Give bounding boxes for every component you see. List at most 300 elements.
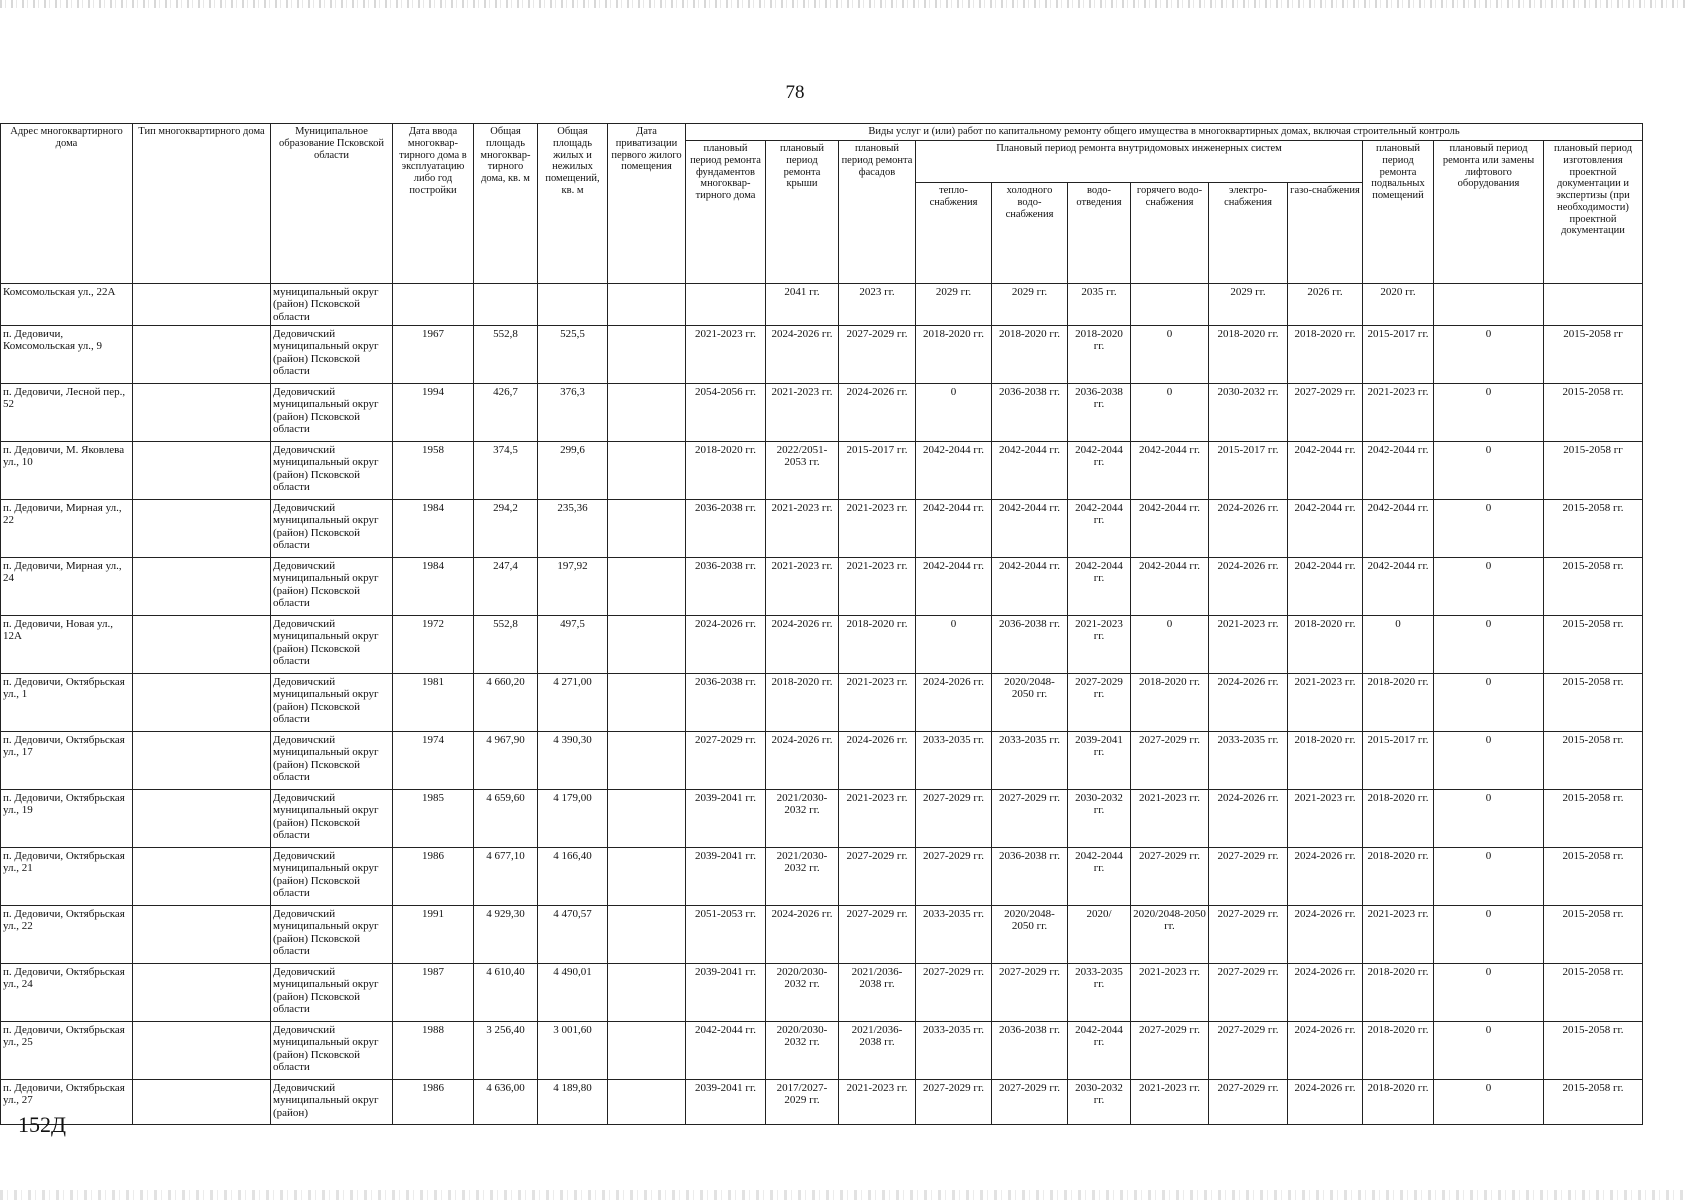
cell-electric: 2027-2029 гг. — [1209, 905, 1288, 963]
cell-living-area: 197,92 — [538, 557, 608, 615]
cell-year: 1974 — [393, 731, 474, 789]
cell-heat: 2029 гг. — [916, 284, 992, 326]
table-row — [1, 847, 1643, 905]
cell-privatization — [608, 673, 686, 731]
cell-hot-water: 2021-2023 гг. — [1131, 789, 1209, 847]
table-row — [1, 963, 1643, 1021]
cell-elevator: 0 — [1434, 673, 1544, 731]
cell-basement: 2018-2020 гг. — [1363, 1079, 1434, 1124]
cell-gas: 2021-2023 гг. — [1288, 673, 1363, 731]
cell-year: 1988 — [393, 1021, 474, 1079]
cell-elevator: 0 — [1434, 789, 1544, 847]
cell-foundation: 2036-2038 гг. — [686, 499, 766, 557]
cell-living-area: 299,6 — [538, 441, 608, 499]
cell-facade: 2024-2026 гг. — [839, 731, 916, 789]
cell-elevator: 0 — [1434, 383, 1544, 441]
cell-heat: 2033-2035 гг. — [916, 905, 992, 963]
cell-cold-water: 2027-2029 гг. — [992, 1079, 1068, 1124]
cell-year: 1958 — [393, 441, 474, 499]
cell-design-docs: 2015-2058 гг. — [1544, 1079, 1643, 1124]
cell-sewer: 2042-2044 гг. — [1068, 1021, 1131, 1079]
cell-basement: 2015-2017 гг. — [1363, 325, 1434, 383]
cell-cold-water: 2027-2029 гг. — [992, 963, 1068, 1021]
cell-address: п. Дедовичи, Октябрьская ул., 27 — [1, 1079, 133, 1124]
cell-sewer: 2035 гг. — [1068, 284, 1131, 326]
cell-heat: 2027-2029 гг. — [916, 963, 992, 1021]
cell-elevator: 0 — [1434, 847, 1544, 905]
cell-cold-water: 2036-2038 гг. — [992, 847, 1068, 905]
cell-roof: 2018-2020 гг. — [766, 673, 839, 731]
cell-hot-water: 0 — [1131, 383, 1209, 441]
cell-total-area — [474, 284, 538, 326]
cell-municipality: Дедовичский муниципальный округ (район) Псковской области — [271, 441, 393, 499]
cell-municipality: Дедовичский муниципальный округ (район) Псковской области — [271, 963, 393, 1021]
cell-hot-water: 2027-2029 гг. — [1131, 731, 1209, 789]
table-row — [1, 789, 1643, 847]
cell-gas: 2024-2026 гг. — [1288, 905, 1363, 963]
cell-roof: 2020/2030-2032 гг. — [766, 1021, 839, 1079]
cell-foundation: 2036-2038 гг. — [686, 557, 766, 615]
cell-cold-water: 2033-2035 гг. — [992, 731, 1068, 789]
cell-heat: 2018-2020 гг. — [916, 325, 992, 383]
header-roof: плановый период ремонта крыши — [766, 141, 839, 284]
cell-address: п. Дедовичи, Комсомольская ул., 9 — [1, 325, 133, 383]
header-date-commission: Дата ввода многоквар-тирного дома в эксплуатацию либо год постройки — [393, 124, 474, 284]
cell-electric: 2029 гг. — [1209, 284, 1288, 326]
header-living-area: Общая площадь жилых и нежилых помещений, кв. м — [538, 124, 608, 284]
cell-address: п. Дедовичи, Мирная ул., 24 — [1, 557, 133, 615]
cell-hot-water: 2021-2023 гг. — [1131, 963, 1209, 1021]
cell-municipality: Дедовичский муниципальный округ (район) Псковской области — [271, 905, 393, 963]
cell-electric: 2018-2020 гг. — [1209, 325, 1288, 383]
cell-design-docs: 2015-2058 гг. — [1544, 1021, 1643, 1079]
cell-design-docs: 2015-2058 гг — [1544, 325, 1643, 383]
cell-living-area: 376,3 — [538, 383, 608, 441]
cell-basement: 2018-2020 гг. — [1363, 963, 1434, 1021]
cell-design-docs: 2015-2058 гг. — [1544, 963, 1643, 1021]
cell-roof: 2021-2023 гг. — [766, 383, 839, 441]
cell-year: 1985 — [393, 789, 474, 847]
cell-address: Комсомольская ул., 22А — [1, 284, 133, 326]
table-row — [1, 615, 1643, 673]
cell-heat: 2027-2029 гг. — [916, 1079, 992, 1124]
cell-type — [133, 905, 271, 963]
cell-cold-water: 2020/2048-2050 гг. — [992, 905, 1068, 963]
cell-design-docs: 2015-2058 гг. — [1544, 557, 1643, 615]
header-hot-water: горячего водо-снабжения — [1131, 183, 1209, 284]
cell-facade: 2021-2023 гг. — [839, 789, 916, 847]
cell-facade: 2021-2023 гг. — [839, 557, 916, 615]
table-row — [1, 499, 1643, 557]
cell-hot-water: 0 — [1131, 615, 1209, 673]
cell-foundation: 2027-2029 гг. — [686, 731, 766, 789]
cell-type — [133, 673, 271, 731]
cell-gas: 2024-2026 гг. — [1288, 847, 1363, 905]
cell-privatization — [608, 615, 686, 673]
header-facade: плановый период ремонта фасадов — [839, 141, 916, 284]
cell-roof: 2024-2026 гг. — [766, 731, 839, 789]
cell-heat: 2042-2044 гг. — [916, 499, 992, 557]
cell-roof: 2020/2030-2032 гг. — [766, 963, 839, 1021]
cell-sewer: 2042-2044 гг. — [1068, 499, 1131, 557]
header-basement: плановый период ремонта подвальных помещений — [1363, 141, 1434, 284]
cell-sewer: 2042-2044 гг. — [1068, 847, 1131, 905]
cell-electric: 2030-2032 гг. — [1209, 383, 1288, 441]
cell-hot-water: 2042-2044 гг. — [1131, 557, 1209, 615]
cell-hot-water — [1131, 284, 1209, 326]
cell-municipality: Дедовичский муниципальный округ (район) Псковской области — [271, 557, 393, 615]
scan-noise-bottom — [0, 1190, 1686, 1200]
cell-year: 1967 — [393, 325, 474, 383]
cell-sewer: 2042-2044 гг. — [1068, 557, 1131, 615]
cell-type — [133, 557, 271, 615]
cell-total-area: 4 610,40 — [474, 963, 538, 1021]
cell-electric: 2015-2017 гг. — [1209, 441, 1288, 499]
cell-basement: 2021-2023 гг. — [1363, 905, 1434, 963]
cell-hot-water: 2027-2029 гг. — [1131, 1021, 1209, 1079]
cell-design-docs: 2015-2058 гг. — [1544, 615, 1643, 673]
cell-electric: 2027-2029 гг. — [1209, 847, 1288, 905]
cell-gas: 2021-2023 гг. — [1288, 789, 1363, 847]
cell-type — [133, 731, 271, 789]
cell-basement: 2018-2020 гг. — [1363, 673, 1434, 731]
cell-address: п. Дедовичи, Октябрьская ул., 22 — [1, 905, 133, 963]
cell-facade: 2027-2029 гг. — [839, 325, 916, 383]
cell-privatization — [608, 325, 686, 383]
cell-address: п. Дедовичи, Октябрьская ул., 19 — [1, 789, 133, 847]
cell-heat: 2033-2035 гг. — [916, 1021, 992, 1079]
cell-address: п. Дедовичи, М. Яковлева ул., 10 — [1, 441, 133, 499]
cell-foundation: 2039-2041 гг. — [686, 1079, 766, 1124]
cell-heat: 2027-2029 гг. — [916, 789, 992, 847]
table-row — [1, 383, 1643, 441]
cell-cold-water: 2036-2038 гг. — [992, 1021, 1068, 1079]
cell-design-docs: 2015-2058 гг. — [1544, 673, 1643, 731]
cell-gas: 2018-2020 гг. — [1288, 731, 1363, 789]
cell-cold-water: 2027-2029 гг. — [992, 789, 1068, 847]
cell-heat: 2042-2044 гг. — [916, 441, 992, 499]
cell-basement: 2042-2044 гг. — [1363, 499, 1434, 557]
cell-living-area: 4 189,80 — [538, 1079, 608, 1124]
cell-basement: 2042-2044 гг. — [1363, 557, 1434, 615]
cell-hot-water: 2020/2048-2050 гг. — [1131, 905, 1209, 963]
cell-cold-water: 2029 гг. — [992, 284, 1068, 326]
cell-gas: 2042-2044 гг. — [1288, 441, 1363, 499]
cell-elevator — [1434, 284, 1544, 326]
cell-cold-water: 2036-2038 гг. — [992, 383, 1068, 441]
cell-address: п. Дедовичи, Лесной пер., 52 — [1, 383, 133, 441]
cell-facade: 2021-2023 гг. — [839, 673, 916, 731]
cell-living-area: 497,5 — [538, 615, 608, 673]
cell-facade: 2024-2026 гг. — [839, 383, 916, 441]
cell-roof: 2041 гг. — [766, 284, 839, 326]
cell-living-area: 4 271,00 — [538, 673, 608, 731]
cell-roof: 2022/2051-2053 гг. — [766, 441, 839, 499]
cell-facade: 2021-2023 гг. — [839, 499, 916, 557]
cell-year: 1991 — [393, 905, 474, 963]
table-row — [1, 557, 1643, 615]
cell-total-area: 4 967,90 — [474, 731, 538, 789]
cell-design-docs: 2015-2058 гг. — [1544, 383, 1643, 441]
header-services-group: Виды услуг и (или) работ по капитальному ремонту общего имущества в многоквартирных домах, включая строительный контроль — [686, 124, 1643, 141]
cell-cold-water: 2042-2044 гг. — [992, 441, 1068, 499]
cell-facade: 2021/2036-2038 гг. — [839, 963, 916, 1021]
cell-gas: 2018-2020 гг. — [1288, 325, 1363, 383]
cell-roof: 2021-2023 гг. — [766, 499, 839, 557]
cell-living-area: 4 166,40 — [538, 847, 608, 905]
cell-hot-water: 2027-2029 гг. — [1131, 847, 1209, 905]
cell-foundation: 2018-2020 гг. — [686, 441, 766, 499]
cell-year: 1984 — [393, 499, 474, 557]
table-row — [1, 1079, 1643, 1124]
cell-type — [133, 615, 271, 673]
cell-foundation: 2039-2041 гг. — [686, 789, 766, 847]
cell-roof: 2024-2026 гг. — [766, 615, 839, 673]
cell-facade: 2021/2036-2038 гг. — [839, 1021, 916, 1079]
cell-municipality: Дедовичский муниципальный округ (район) Псковской области — [271, 499, 393, 557]
cell-heat: 2033-2035 гг. — [916, 731, 992, 789]
header-address: Адрес многоквартирного дома — [1, 124, 133, 284]
cell-gas: 2026 гг. — [1288, 284, 1363, 326]
cell-cold-water: 2020/2048-2050 гг. — [992, 673, 1068, 731]
cell-address: п. Дедовичи, Октябрьская ул., 1 — [1, 673, 133, 731]
cell-elevator: 0 — [1434, 499, 1544, 557]
cell-elevator: 0 — [1434, 441, 1544, 499]
cell-basement: 2018-2020 гг. — [1363, 847, 1434, 905]
cell-elevator: 0 — [1434, 615, 1544, 673]
cell-total-area: 426,7 — [474, 383, 538, 441]
page-number: 78 — [785, 82, 805, 103]
table-row — [1, 441, 1643, 499]
cell-hot-water: 2018-2020 гг. — [1131, 673, 1209, 731]
cell-electric: 2021-2023 гг. — [1209, 615, 1288, 673]
cell-address: п. Дедовичи, Новая ул., 12А — [1, 615, 133, 673]
table-row — [1, 1021, 1643, 1079]
cell-elevator: 0 — [1434, 1021, 1544, 1079]
cell-year: 1972 — [393, 615, 474, 673]
cell-total-area: 4 636,00 — [474, 1079, 538, 1124]
cell-electric: 2027-2029 гг. — [1209, 1021, 1288, 1079]
cell-facade: 2023 гг. — [839, 284, 916, 326]
cell-basement: 2020 гг. — [1363, 284, 1434, 326]
cell-privatization — [608, 499, 686, 557]
cell-gas: 2027-2029 гг. — [1288, 383, 1363, 441]
cell-heat: 2024-2026 гг. — [916, 673, 992, 731]
cell-address: п. Дедовичи, Октябрьская ул., 25 — [1, 1021, 133, 1079]
cell-year: 1987 — [393, 963, 474, 1021]
cell-facade: 2015-2017 гг. — [839, 441, 916, 499]
cell-elevator: 0 — [1434, 1079, 1544, 1124]
cell-roof: 2021/2030-2032 гг. — [766, 847, 839, 905]
cell-total-area: 3 256,40 — [474, 1021, 538, 1079]
cell-sewer: 2027-2029 гг. — [1068, 673, 1131, 731]
capital-repair-table — [0, 123, 1643, 1125]
cell-sewer: 2036-2038 гг. — [1068, 383, 1131, 441]
cell-foundation: 2036-2038 гг. — [686, 673, 766, 731]
cell-gas: 2042-2044 гг. — [1288, 499, 1363, 557]
header-elevator: плановый период ремонта или замены лифтового оборудования — [1434, 141, 1544, 284]
cell-living-area: 4 179,00 — [538, 789, 608, 847]
cell-privatization — [608, 963, 686, 1021]
cell-design-docs: 2015-2058 гг. — [1544, 499, 1643, 557]
header-cold-water: холодного водо-снабжения — [992, 183, 1068, 284]
cell-total-area: 374,5 — [474, 441, 538, 499]
header-type: Тип многоквартирного дома — [133, 124, 271, 284]
cell-foundation: 2042-2044 гг. — [686, 1021, 766, 1079]
cell-total-area: 4 929,30 — [474, 905, 538, 963]
cell-gas: 2024-2026 гг. — [1288, 1021, 1363, 1079]
cell-gas: 2018-2020 гг. — [1288, 615, 1363, 673]
cell-basement: 0 — [1363, 615, 1434, 673]
cell-privatization — [608, 383, 686, 441]
cell-sewer: 2018-2020 гг. — [1068, 325, 1131, 383]
cell-facade: 2021-2023 гг. — [839, 1079, 916, 1124]
cell-municipality: Дедовичский муниципальный округ (район) Псковской области — [271, 615, 393, 673]
cell-municipality: Дедовичский муниципальный округ (район) Псковской области — [271, 325, 393, 383]
cell-roof: 2021-2023 гг. — [766, 557, 839, 615]
cell-municipality: Дедовичский муниципальный округ (район) Псковской области — [271, 383, 393, 441]
cell-foundation: 2024-2026 гг. — [686, 615, 766, 673]
cell-total-area: 4 659,60 — [474, 789, 538, 847]
cell-year: 1984 — [393, 557, 474, 615]
cell-sewer: 2020/ — [1068, 905, 1131, 963]
cell-year: 1994 — [393, 383, 474, 441]
cell-privatization — [608, 557, 686, 615]
cell-municipality: Дедовичский муниципальный округ (район) Псковской области — [271, 789, 393, 847]
cell-hot-water: 2042-2044 гг. — [1131, 499, 1209, 557]
cell-electric: 2024-2026 гг. — [1209, 499, 1288, 557]
cell-living-area: 235,36 — [538, 499, 608, 557]
cell-elevator: 0 — [1434, 731, 1544, 789]
cell-heat: 0 — [916, 615, 992, 673]
cell-privatization — [608, 847, 686, 905]
cell-roof: 2017/2027-2029 гг. — [766, 1079, 839, 1124]
cell-total-area: 4 677,10 — [474, 847, 538, 905]
cell-sewer: 2042-2044 гг. — [1068, 441, 1131, 499]
header-gas: газо-снабжения — [1288, 183, 1363, 284]
table-row — [1, 284, 1643, 326]
cell-basement: 2018-2020 гг. — [1363, 789, 1434, 847]
cell-total-area: 552,8 — [474, 615, 538, 673]
cell-foundation: 2039-2041 гг. — [686, 963, 766, 1021]
cell-living-area: 4 390,30 — [538, 731, 608, 789]
header-design-docs: плановый период изготовления проектной документации и экспертизы (при необходимости) проектной документации — [1544, 141, 1643, 284]
cell-municipality: Дедовичский муниципальный округ (район) Псковской области — [271, 847, 393, 905]
cell-hot-water: 2021-2023 гг. — [1131, 1079, 1209, 1124]
cell-roof: 2021/2030-2032 гг. — [766, 789, 839, 847]
table-body — [1, 284, 1643, 1125]
cell-design-docs: 2015-2058 гг. — [1544, 847, 1643, 905]
cell-type — [133, 963, 271, 1021]
cell-type — [133, 441, 271, 499]
cell-total-area: 294,2 — [474, 499, 538, 557]
table-row — [1, 905, 1643, 963]
cell-elevator: 0 — [1434, 963, 1544, 1021]
cell-gas: 2024-2026 гг. — [1288, 963, 1363, 1021]
cell-type — [133, 499, 271, 557]
cell-design-docs — [1544, 284, 1643, 326]
cell-heat: 2027-2029 гг. — [916, 847, 992, 905]
cell-year — [393, 284, 474, 326]
cell-facade: 2027-2029 гг. — [839, 847, 916, 905]
cell-basement: 2042-2044 гг. — [1363, 441, 1434, 499]
cell-address: п. Дедовичи, Октябрьская ул., 17 — [1, 731, 133, 789]
header-privatization-date: Дата приватизации первого жилого помещения — [608, 124, 686, 284]
cell-municipality: Дедовичский муниципальный округ (район) Псковской области — [271, 1021, 393, 1079]
cell-living-area: 4 490,01 — [538, 963, 608, 1021]
cell-type — [133, 789, 271, 847]
cell-address: п. Дедовичи, Октябрьская ул., 24 — [1, 963, 133, 1021]
header-sewer: водо-отведения — [1068, 183, 1131, 284]
cell-municipality: муниципальный округ (район) Псковской области — [271, 284, 393, 326]
cell-total-area: 4 660,20 — [474, 673, 538, 731]
cell-elevator: 0 — [1434, 557, 1544, 615]
cell-electric: 2024-2026 гг. — [1209, 557, 1288, 615]
cell-roof: 2024-2026 гг. — [766, 325, 839, 383]
cell-privatization — [608, 441, 686, 499]
cell-cold-water: 2042-2044 гг. — [992, 499, 1068, 557]
cell-type — [133, 847, 271, 905]
cell-cold-water: 2018-2020 гг. — [992, 325, 1068, 383]
cell-basement: 2018-2020 гг. — [1363, 1021, 1434, 1079]
cell-electric: 2027-2029 гг. — [1209, 1079, 1288, 1124]
cell-cold-water: 2036-2038 гг. — [992, 615, 1068, 673]
cell-roof: 2024-2026 гг. — [766, 905, 839, 963]
cell-facade: 2018-2020 гг. — [839, 615, 916, 673]
cell-foundation: 2021-2023 гг. — [686, 325, 766, 383]
cell-living-area: 4 470,57 — [538, 905, 608, 963]
document-code: 152Д — [18, 1112, 67, 1137]
cell-electric: 2027-2029 гг. — [1209, 963, 1288, 1021]
cell-total-area: 552,8 — [474, 325, 538, 383]
cell-design-docs: 2015-2058 гг. — [1544, 789, 1643, 847]
table-row — [1, 731, 1643, 789]
cell-living-area: 525,5 — [538, 325, 608, 383]
cell-address: п. Дедовичи, Октябрьская ул., 21 — [1, 847, 133, 905]
cell-sewer: 2021-2023 гг. — [1068, 615, 1131, 673]
cell-electric: 2024-2026 гг. — [1209, 673, 1288, 731]
cell-foundation: 2054-2056 гг. — [686, 383, 766, 441]
cell-type — [133, 284, 271, 326]
cell-privatization — [608, 284, 686, 326]
cell-living-area: 3 001,60 — [538, 1021, 608, 1079]
cell-municipality: Дедовичский муниципальный округ (район) Псковской области — [271, 673, 393, 731]
cell-privatization — [608, 1079, 686, 1124]
cell-design-docs: 2015-2058 гг — [1544, 441, 1643, 499]
header-foundation: плановый период ремонта фундаментов многоквар-тирного дома — [686, 141, 766, 284]
cell-living-area — [538, 284, 608, 326]
cell-hot-water: 0 — [1131, 325, 1209, 383]
cell-sewer: 2033-2035 гг. — [1068, 963, 1131, 1021]
header-heat: тепло-снабжения — [916, 183, 992, 284]
cell-hot-water: 2042-2044 гг. — [1131, 441, 1209, 499]
cell-municipality: Дедовичский муниципальный округ (район) — [271, 1079, 393, 1124]
cell-heat: 2042-2044 гг. — [916, 557, 992, 615]
cell-basement: 2021-2023 гг. — [1363, 383, 1434, 441]
cell-sewer: 2030-2032 гг. — [1068, 1079, 1131, 1124]
cell-sewer: 2039-2041 гг. — [1068, 731, 1131, 789]
cell-year: 1986 — [393, 1079, 474, 1124]
cell-gas: 2042-2044 гг. — [1288, 557, 1363, 615]
header-municipality: Муниципальное образование Псковской области — [271, 124, 393, 284]
cell-foundation: 2039-2041 гг. — [686, 847, 766, 905]
cell-privatization — [608, 731, 686, 789]
cell-heat: 0 — [916, 383, 992, 441]
cell-type — [133, 383, 271, 441]
cell-total-area: 247,4 — [474, 557, 538, 615]
cell-design-docs: 2015-2058 гг. — [1544, 905, 1643, 963]
cell-year: 1986 — [393, 847, 474, 905]
